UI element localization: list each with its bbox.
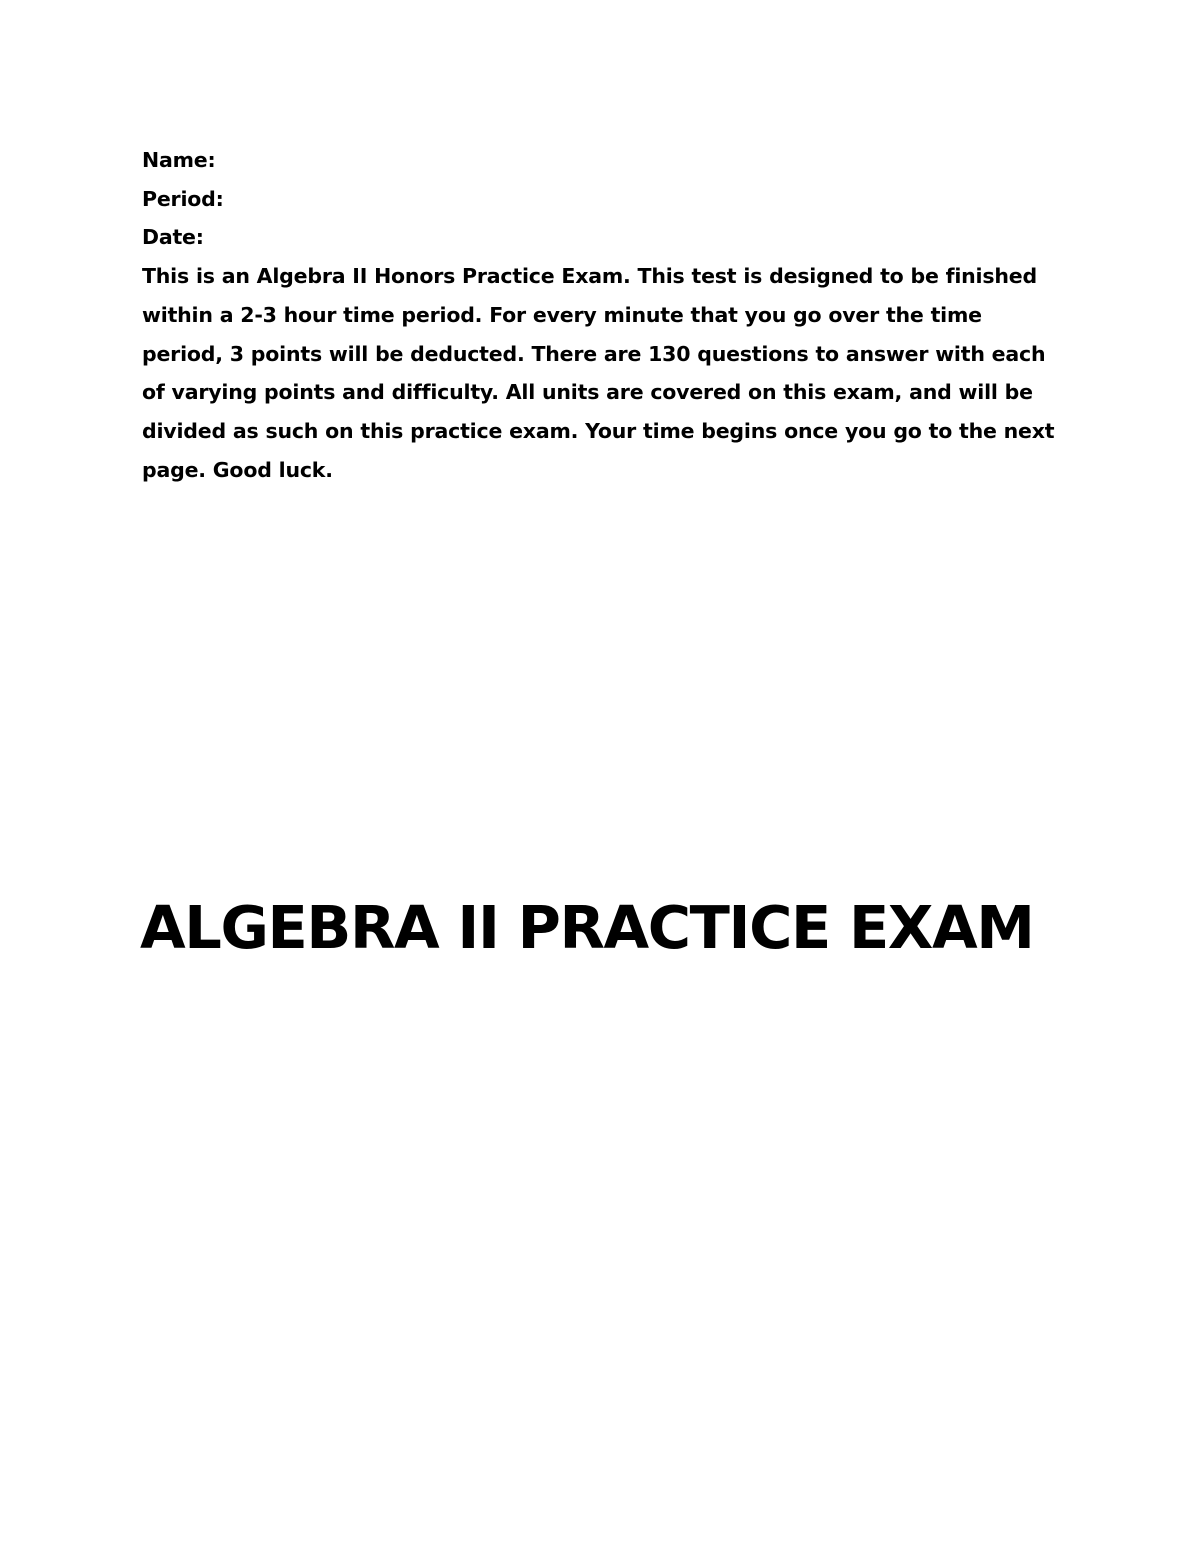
name-field-label: Name: — [142, 148, 216, 172]
date-field-label: Date: — [142, 225, 204, 250]
exam-instructions: This is an Algebra II Honors Practice Exam. This test is designed to be finished within a 2-3 hour time period. For every minute that you go over the time period, 3 points will be deducted. There are 130 questions to answer with each of varying points and difficulty. All units are covered on this exam, and will be divided as such on this practice exam. Your time begins once you go to the next page. Good luck. — [142, 264, 1055, 482]
exam-header — [142, 141, 1062, 489]
exam-title: ALGEBRA II PRACTICE EXAM — [140, 893, 1034, 962]
period-field-label: Period: — [142, 186, 224, 211]
